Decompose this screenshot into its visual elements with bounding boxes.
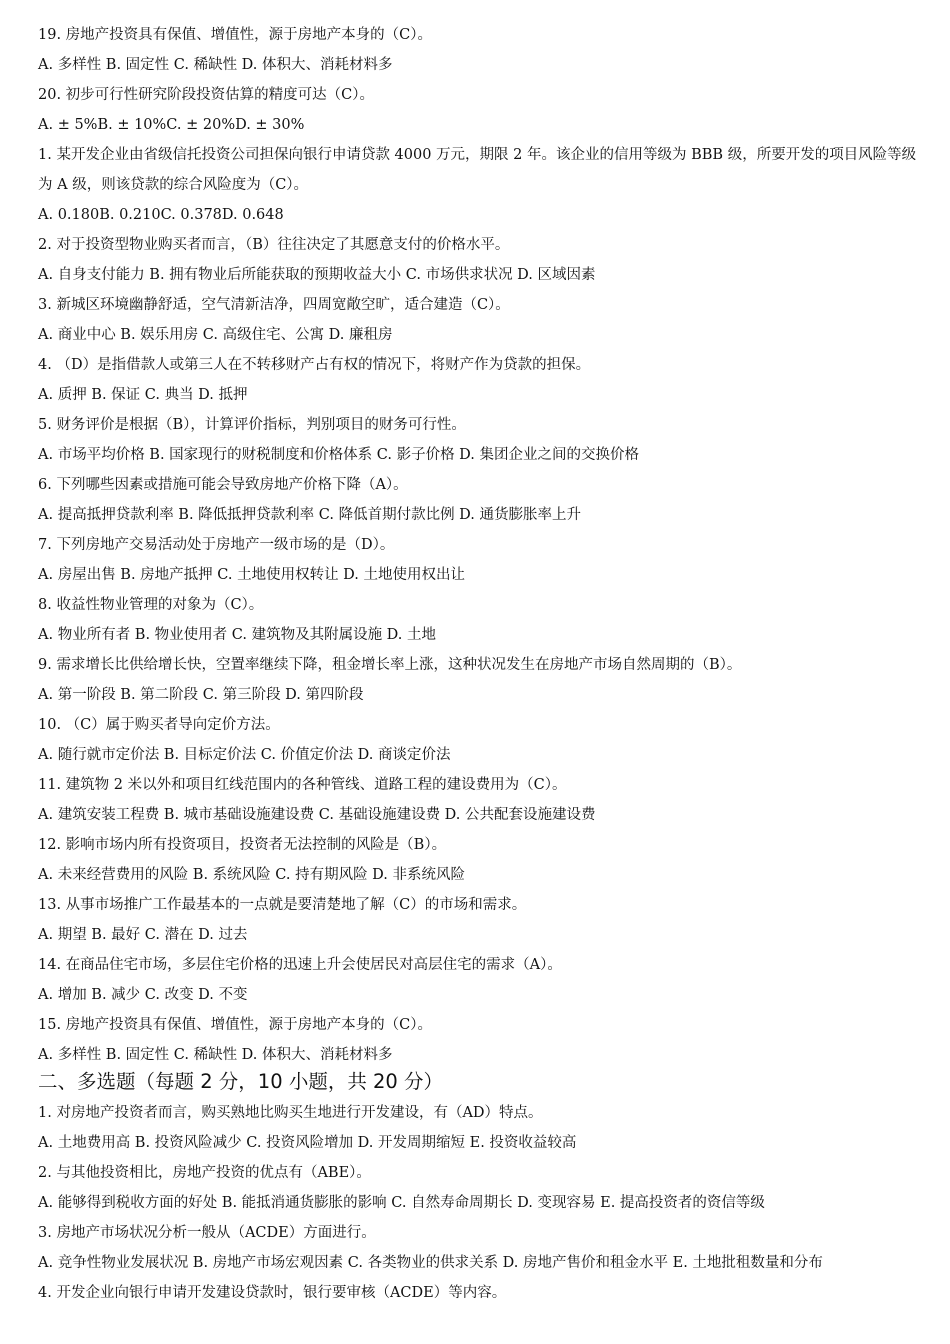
answer-options: A. 自身支付能力 B. 拥有物业后所能获取的预期收益大小 C. 市场供求状况 D. 区域因素	[38, 267, 596, 283]
answer-options: A. 土地费用高 B. 投资风险减少 C. 投资风险增加 D. 开发周期缩短 E. 投资收益较高	[38, 1135, 577, 1151]
question-text: 19. 房地产投资具有保值、增值性，源于房地产本身的（C）。	[38, 27, 433, 43]
question-text: 1. 某开发企业由省级信托投资公司担保向银行申请贷款 4000 万元，期限 2 年。该企业的信用等级为 BBB 级，所要开发的项目风险等级为 A 级，则该贷款的综合风险度为（C）。	[38, 147, 917, 193]
question-text: 2. 对于投资型物业购买者而言，（B）往往决定了其愿意支付的价格水平。	[38, 237, 510, 253]
answer-options: A. 商业中心 B. 娱乐用房 C. 高级住宅、公寓 D. 廉租房	[38, 327, 393, 343]
answer-options: A. 提高抵押贷款利率 B. 降低抵押贷款利率 C. 降低首期付款比例 D. 通货膨胀率上升	[38, 507, 582, 523]
answer-options: A. 房屋出售 B. 房地产抵押 C. 土地使用权转让 D. 土地使用权出让	[38, 567, 466, 583]
question-text: 1. 对房地产投资者而言，购买熟地比购买生地进行开发建设，有（AD）特点。	[38, 1105, 543, 1121]
question-text: 2. 与其他投资相比，房地产投资的优点有（ABE）。	[38, 1165, 371, 1181]
answer-options: A. ± 5%B. ± 10%C. ± 20%D. ± 30%	[38, 117, 305, 133]
answer-options: A. 第一阶段 B. 第二阶段 C. 第三阶段 D. 第四阶段	[38, 687, 364, 703]
question-text: 14. 在商品住宅市场，多层住宅价格的迅速上升会使居民对高层住宅的需求（A）。	[38, 957, 562, 973]
answer-options: A. 能够得到税收方面的好处 B. 能抵消通货膨胀的影响 C. 自然寿命周期长 D. 变现容易 E. 提高投资者的资信等级	[38, 1195, 765, 1211]
answer-options: A. 竞争性物业发展状况 B. 房地产市场宏观因素 C. 各类物业的供求关系 D. 房地产售价和租金水平 E. 土地批租数量和分布	[38, 1255, 823, 1271]
question-text: 5. 财务评价是根据（B），计算评价指标，判别项目的财务可行性。	[38, 417, 466, 433]
answer-options: A. 多样性 B. 固定性 C. 稀缺性 D. 体积大、消耗材料多	[38, 1047, 393, 1063]
document-page	[38, 20, 918, 1308]
answer-options: A. 多样性 B. 固定性 C. 稀缺性 D. 体积大、消耗材料多	[38, 57, 393, 73]
question-text: 8. 收益性物业管理的对象为（C）。	[38, 597, 264, 613]
question-text: 9. 需求增长比供给增长快，空置率继续下降，租金增长率上涨，这种状况发生在房地产市场自然周期的（B）。	[38, 657, 742, 673]
question-text: 13. 从事市场推广工作最基本的一点就是要清楚地了解（C）的市场和需求。	[38, 897, 527, 913]
question-text: 20. 初步可行性研究阶段投资估算的精度可达（C）。	[38, 87, 375, 103]
answer-options: A. 质押 B. 保证 C. 典当 D. 抵押	[38, 387, 248, 403]
answer-options: A. 0.180B. 0.210C. 0.378D. 0.648	[38, 207, 284, 223]
answer-options: A. 建筑安装工程费 B. 城市基础设施建设费 C. 基础设施建设费 D. 公共配套设施建设费	[38, 807, 596, 823]
answer-options: A. 市场平均价格 B. 国家现行的财税制度和价格体系 C. 影子价格 D. 集团企业之间的交换价格	[38, 447, 640, 463]
answer-options: A. 物业所有者 B. 物业使用者 C. 建筑物及其附属设施 D. 土地	[38, 627, 437, 643]
question-text: 4. 开发企业向银行申请开发建设贷款时，银行要审核（ACDE）等内容。	[38, 1285, 507, 1301]
question-text: 7. 下列房地产交易活动处于房地产一级市场的是（D）。	[38, 537, 395, 553]
question-text: 10. （C）属于购买者导向定价方法。	[38, 717, 280, 733]
question-text: 11. 建筑物 2 米以外和项目红线范围内的各种管线、道路工程的建设费用为（C）。	[38, 777, 567, 793]
section-heading-multiple-choice: 二、多选题（每题 2 分，10 小题，共 20 分）	[38, 1070, 444, 1093]
answer-options: A. 期望 B. 最好 C. 潜在 D. 过去	[38, 927, 248, 943]
question-text: 6. 下列哪些因素或措施可能会导致房地产价格下降（A）。	[38, 477, 408, 493]
answer-options: A. 增加 B. 减少 C. 改变 D. 不变	[38, 987, 248, 1003]
question-text: 15. 房地产投资具有保值、增值性，源于房地产本身的（C）。	[38, 1017, 433, 1033]
answer-options: A. 未来经营费用的风险 B. 系统风险 C. 持有期风险 D. 非系统风险	[38, 867, 466, 883]
question-text: 4. （D）是指借款人或第三人在不转移财产占有权的情况下，将财产作为贷款的担保。	[38, 357, 591, 373]
answer-options: A. 随行就市定价法 B. 目标定价法 C. 价值定价法 D. 商谈定价法	[38, 747, 451, 763]
multiple-choice-section	[38, 1098, 918, 1308]
question-text: 12. 影响市场内所有投资项目，投资者无法控制的风险是（B）。	[38, 837, 447, 853]
question-text: 3. 新城区环境幽静舒适，空气清新洁净，四周宽敞空旷，适合建造（C）。	[38, 297, 510, 313]
question-text: 3. 房地产市场状况分析一般从（ACDE）方面进行。	[38, 1225, 376, 1241]
single-choice-section	[38, 20, 918, 1070]
